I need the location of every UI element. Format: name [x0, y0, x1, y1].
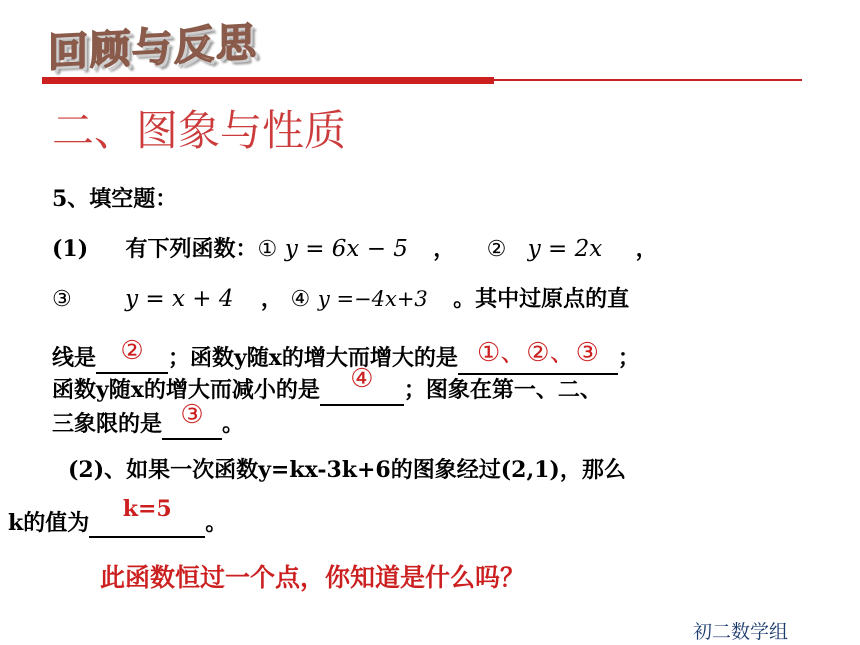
footer-group: 初二数学组 [693, 621, 789, 643]
answer-increase: ①、②、③ [476, 338, 599, 368]
func-3-number: ③ [52, 287, 72, 312]
part-2-text-2: k的值为 [8, 510, 90, 536]
blank-k[interactable] [89, 496, 205, 538]
period-1: 。 [222, 411, 245, 437]
blank-origin[interactable] [96, 336, 168, 374]
functions-line-2 [52, 282, 629, 313]
blank-increase[interactable] [458, 336, 618, 375]
answer-line-3 [52, 400, 245, 440]
func-2: y = 2x [527, 236, 603, 262]
part-2-text: (2)、如果一次函数y=kx-3k+6的图象经过(2,1)，那么 [68, 457, 626, 483]
semicolon-1: ； [617, 345, 640, 371]
func-2-number: ② [486, 237, 507, 262]
quadrant-text: ；图象在第一、二、 [403, 377, 602, 403]
answer-quadrant: ③ [180, 400, 204, 430]
challenge-question: 此函数恒过一个点，你知道是什么吗？ [100, 563, 526, 592]
func-1-comma: ， [433, 236, 456, 262]
func-3-comma: ， [260, 286, 283, 312]
answer-line-2 [52, 364, 602, 406]
blank-quadrant[interactable] [162, 400, 222, 440]
answer-origin: ② [120, 336, 144, 366]
answer-decrease: ④ [350, 364, 374, 394]
line-is-text: 线是 [52, 345, 97, 371]
func-1: y = 6x − 5 [284, 236, 408, 262]
header-divider-thin [494, 79, 802, 81]
func-4-number: ④ [290, 287, 311, 312]
origin-text: 。其中过原点的直 [453, 286, 630, 312]
func-1-number: ① [257, 237, 278, 262]
func-4: y =−4x+3 [317, 287, 428, 311]
quadrant-text-2: 三象限的是 [52, 411, 163, 437]
part-1-line [52, 232, 658, 263]
period-2: 。 [205, 510, 228, 536]
blank-decrease[interactable] [320, 364, 404, 406]
part-1-label: (1) [52, 236, 89, 262]
section-title: 二、图象与性质 [52, 106, 347, 155]
part-1-text: 有下列函数： [125, 236, 258, 262]
func-2-comma: ， [635, 236, 658, 262]
answer-k: k=5 [122, 496, 172, 522]
question-5-label: 5、填空题： [52, 186, 178, 212]
part-2-line-2 [8, 496, 228, 538]
increase-text: ；函数y随x的增大而增大的是 [168, 345, 458, 371]
func-3: y = x + 4 [125, 286, 234, 312]
decrease-text: 函数y随x的增大而减小的是 [52, 377, 320, 403]
header-divider-thick [42, 77, 494, 84]
banner-title: 回顾与反思 [48, 19, 258, 77]
answer-line-1 [52, 336, 640, 375]
